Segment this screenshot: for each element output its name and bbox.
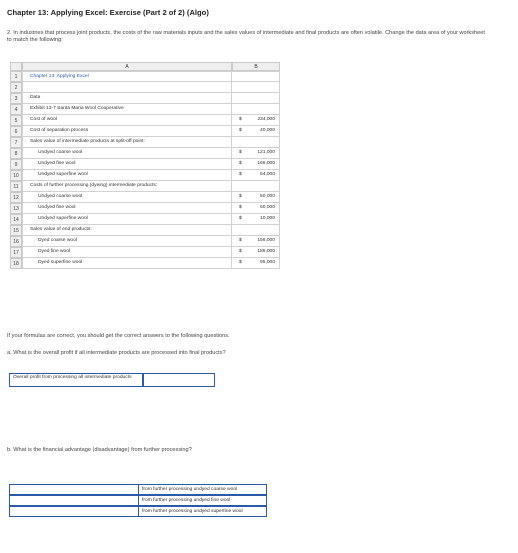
- cell-value: 186,000: [257, 249, 275, 254]
- cell-b16[interactable]: [232, 236, 280, 247]
- row-number[interactable]: 15: [10, 225, 22, 236]
- row-number[interactable]: 4: [10, 104, 22, 115]
- cell-value: 50,000: [260, 194, 275, 199]
- currency-symbol: $: [239, 117, 242, 122]
- advantage-row: [9, 484, 267, 495]
- question-b: b. What is the financial advantage (disadvantage) from further processing?: [7, 447, 192, 453]
- cell-b4[interactable]: [232, 104, 280, 115]
- cell-b2[interactable]: [232, 82, 280, 93]
- currency-symbol: $: [239, 260, 242, 265]
- cell-a16[interactable]: Dyed coarse wool: [22, 236, 232, 247]
- cell-value: 234,000: [257, 117, 275, 122]
- cell-b18[interactable]: [232, 258, 280, 269]
- advantage-input[interactable]: [9, 484, 139, 495]
- cell-a7[interactable]: Sales value of intermediate products at split-off point:: [22, 137, 232, 148]
- currency-symbol: $: [239, 249, 242, 254]
- cell-b5[interactable]: [232, 115, 280, 126]
- cell-a17[interactable]: Dyed fine wool: [22, 247, 232, 258]
- row-number[interactable]: 9: [10, 159, 22, 170]
- row-number[interactable]: 7: [10, 137, 22, 148]
- cell-a10[interactable]: Undyed superfine wool: [22, 170, 232, 181]
- cell-b8[interactable]: [232, 148, 280, 159]
- currency-symbol: $: [239, 216, 242, 221]
- cell-b3[interactable]: [232, 93, 280, 104]
- advantage-row: [9, 495, 267, 506]
- cell-b17[interactable]: [232, 247, 280, 258]
- row-number[interactable]: 18: [10, 258, 22, 269]
- row-number[interactable]: 10: [10, 170, 22, 181]
- cell-b7[interactable]: [232, 137, 280, 148]
- cell-value: 121,000: [257, 150, 275, 155]
- cell-b10[interactable]: [232, 170, 280, 181]
- cell-a1[interactable]: Chapter 13: Applying Excel: [22, 71, 232, 82]
- cell-a18[interactable]: Dyed superfine wool: [22, 258, 232, 269]
- row-number[interactable]: 6: [10, 126, 22, 137]
- cell-value: 64,000: [260, 172, 275, 177]
- cell-b6[interactable]: [232, 126, 280, 137]
- currency-symbol: $: [239, 172, 242, 177]
- advantage-label: from further processing undyed coarse wool: [139, 484, 267, 495]
- cell-b13[interactable]: [232, 203, 280, 214]
- currency-symbol: $: [239, 150, 242, 155]
- column-header-a[interactable]: A: [22, 62, 232, 71]
- cell-a3[interactable]: Data: [22, 93, 232, 104]
- row-number[interactable]: 5: [10, 115, 22, 126]
- cell-a13[interactable]: Undyed fine wool: [22, 203, 232, 214]
- cell-a4[interactable]: Exhibit 13-7 Santa Maria Wool Cooperative: [22, 104, 232, 115]
- cell-b15[interactable]: [232, 225, 280, 236]
- row-number[interactable]: 14: [10, 214, 22, 225]
- page-title: Chapter 13: Applying Excel: Exercise (Part 2 of 2) (Algo): [7, 8, 209, 17]
- advantage-label: from further processing undyed fine wool: [139, 495, 267, 506]
- cell-value: 40,000: [260, 128, 275, 133]
- row-number[interactable]: 16: [10, 236, 22, 247]
- cell-value: 166,000: [257, 161, 275, 166]
- row-number[interactable]: 12: [10, 192, 22, 203]
- cell-b9[interactable]: [232, 159, 280, 170]
- corner-cell: [10, 62, 22, 71]
- cell-a9[interactable]: Undyed fine wool: [22, 159, 232, 170]
- cell-value: 156,000: [257, 238, 275, 243]
- cell-b11[interactable]: [232, 181, 280, 192]
- advantage-label: from further processing undyed superfine wool: [139, 506, 267, 517]
- row-number[interactable]: 13: [10, 203, 22, 214]
- cell-value: 60,000: [260, 205, 275, 210]
- row-number[interactable]: 1: [10, 71, 22, 82]
- questions-lead: If your formulas are correct, you should get the correct answers to the following questions.: [7, 333, 230, 339]
- cell-a5[interactable]: Cost of wool: [22, 115, 232, 126]
- row-number[interactable]: 8: [10, 148, 22, 159]
- cell-a14[interactable]: Undyed superfine wool: [22, 214, 232, 225]
- advantage-row: [9, 506, 267, 517]
- currency-symbol: $: [239, 238, 242, 243]
- column-header-b[interactable]: B: [232, 62, 280, 71]
- overall-profit-label: Overall profit from processing all intermediate products: [9, 373, 143, 387]
- currency-symbol: $: [239, 205, 242, 210]
- cell-b12[interactable]: [232, 192, 280, 203]
- currency-symbol: $: [239, 128, 242, 133]
- row-number[interactable]: 3: [10, 93, 22, 104]
- advantage-input[interactable]: [9, 495, 139, 506]
- cell-a11[interactable]: Costs of further processing (dyeing) intermediate products:: [22, 181, 232, 192]
- cell-value: 95,000: [260, 260, 275, 265]
- currency-symbol: $: [239, 161, 242, 166]
- overall-profit-input[interactable]: [143, 373, 215, 387]
- cell-b1[interactable]: [232, 71, 280, 82]
- cell-a6[interactable]: Cost of separation process: [22, 126, 232, 137]
- cell-value: 10,000: [260, 216, 275, 221]
- cell-a2[interactable]: [22, 82, 232, 93]
- instructions-text: 2. In industries that process joint products, the costs of the raw materials inputs and the sales values of intermediate and final products are often volatile. Change the data area of your worksheet to match the following:: [7, 30, 485, 44]
- advantage-input[interactable]: [9, 506, 139, 517]
- cell-b14[interactable]: [232, 214, 280, 225]
- row-number[interactable]: 17: [10, 247, 22, 258]
- cell-a12[interactable]: Undyed coarse wool: [22, 192, 232, 203]
- cell-a15[interactable]: Sales value of end products:: [22, 225, 232, 236]
- question-a: a. What is the overall profit if all intermediate products are processed into final products?: [7, 350, 226, 356]
- cell-a8[interactable]: Undyed coarse wool: [22, 148, 232, 159]
- row-number[interactable]: 2: [10, 82, 22, 93]
- currency-symbol: $: [239, 194, 242, 199]
- row-number[interactable]: 11: [10, 181, 22, 192]
